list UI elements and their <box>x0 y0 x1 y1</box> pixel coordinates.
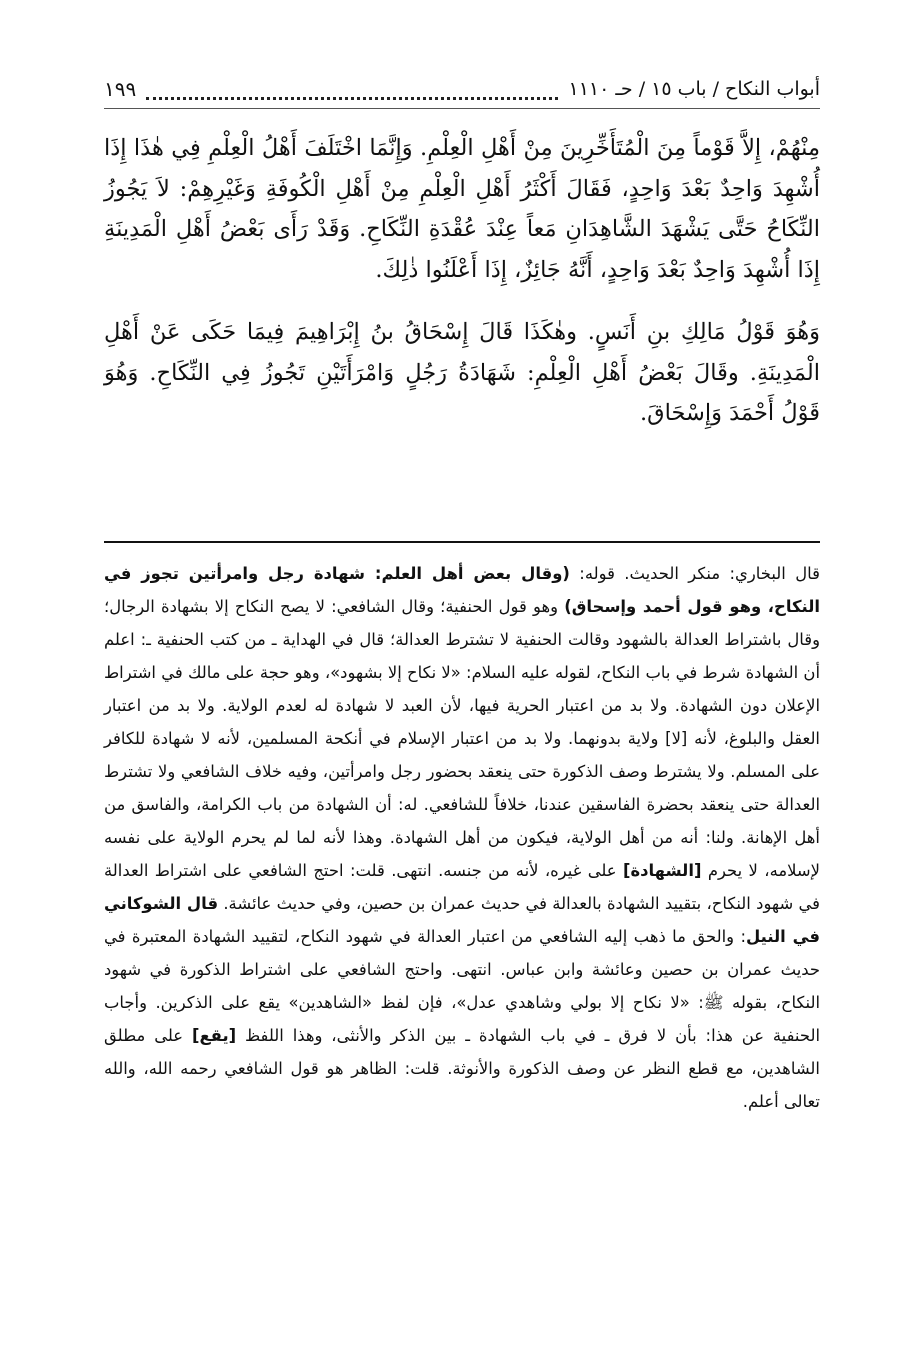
footnote-text: وهو قول الحنفية؛ وقال الشافعي: لا يصح النكاح إلا بشهادة الرجال؛ وقال باشتراط العدالة بالشهود وقالت الحنفية لا تشترط العدالة؛ قال في الهداية ـ من كتب الحنفية ـ: اعلم أن الشهادة شرط في باب النكاح، لقوله عليه السلام: «لا نكاح إلا بشهود»، وهو حجة على مالك في اشتراط الإعلان دون الشهادة. ولا بد من اعتبار الحرية فيها، لأن العبد لا شهادة له لعدم الولاية. ولا بد من اعتبار العقل والبلوغ، لأنه [لا] ولاية بدونهما. ولا بد من اعتبار الإسلام في أنكحة المسلمين، لأنه لا شهادة للكافر على المسلم. ولا يشترط وصف الذكورة حتى ينعقد بحضور رجل وامرأتين، وفيه خلاف الشافعي ولا تشترط العدالة حتى ينعقد بحضرة الفاسقين عندنا، خلافاً للشافعي. له: أن الشهادة من باب الكرامة، والفاسق من أهل الإهانة. ولنا: أنه من أهل الولاية، فيكون من أهل الشهادة. وهذا لأنه لما لم يحرم الولاية على نفسه لإسلامه، لا يحرم <box>104 597 820 880</box>
footnote-text: على غيره، لأنه من جنسه. انتهى. قلت: احتج الشافعي على اشتراط العدالة في شهود النكاح، بتقييد الشهادة بالعدالة في حديث عمران بن حصين، وفي حديث عائشة. <box>104 861 820 913</box>
footnote-paragraph <box>104 557 820 1118</box>
footnote-divider <box>104 541 820 543</box>
main-paragraph-1: مِنْهُمْ، إِلاَّ قَوْماً مِنَ الْمُتَأَخِّرِينَ مِنْ أَهْلِ الْعِلْمِ. وَإِنَّمَا اخْتَلَفَ أَهْلُ الْعِلْمِ فِي هٰذَا إِذَا أُشْهِدَ وَاحِدٌ بَعْدَ وَاحِدٍ، فَقَالَ أَكْثَرُ أَهْلِ الْعِلْمِ مِنْ أَهْلِ الْكُوفَةِ وَغَيْرِهِمْ: لاَ يَجُوزُ النِّكَاحُ حَتَّى يَشْهَدَ الشَّاهِدَانِ مَعاً عِنْدَ عُقْدَةِ النِّكَاحِ. وَقَدْ رَأَى بَعْضُ أَهْلِ الْمَدِينَةِ إِذَا أُشْهِدَ وَاحِدٌ بَعْدَ وَاحِدٍ، أَنَّهُ جَائِزٌ، إِذَا أَعْلَنُوا ذٰلِكَ. <box>104 135 820 283</box>
footnote-bracket-insert: [الشهادة] <box>622 861 702 880</box>
footnote-citation: قال الشوكاني في النيل <box>104 894 820 946</box>
footnote-quoted-lemma: (وقال بعض أهل العلم: شهادة رجل وامرأتين تجوز في النكاح، وهو قول أحمد وإسحاق) <box>104 564 820 616</box>
main-paragraph-2: وَهُوَ قَوْلُ مَالِكِ بنِ أَنَسٍ. وهٰكَذَا قَالَ إِسْحَاقُ بنُ إِبْرَاهِيمَ فِيمَا حَكَى عَنْ أَهْلِ الْمَدِينَةِ. وقَالَ بَعْضُ أَهْلِ الْعِلْمِ: شَهَادَةُ رَجُلٍ وَامْرَأَتَيْنِ تَجُوزُ فِي النِّكَاحِ. وَهُوَ قَوْلُ أَحْمَدَ وَإِسْحَاقَ. <box>104 319 820 426</box>
footnote-bracket-insert: [يقع] <box>191 1026 237 1045</box>
footnote-text: قال البخاري: منكر الحديث. قوله: <box>569 564 820 583</box>
header-title: أبواب النكاح / باب ١٥ / حـ ١١١٠ <box>568 78 820 100</box>
footnote-block <box>104 557 820 1118</box>
running-header <box>104 72 820 106</box>
header-leader-dots <box>146 87 558 100</box>
footnote-text: : والحق ما ذهب إليه الشافعي من اعتبار العدالة في شهود النكاح، لتقييد الشهادة المعتبرة في حديث عمران بن حصين وعائشة وابن عباس. انتهى. واحتج الشافعي على اشتراط الذكورة في شهود النكاح، بقوله ﷺ: «لا نكاح إلا بولي وشاهدي عدل»، فإن لفظ «الشاهدين» يقع على الذكرين. وأجاب الحنفية عن هذا: بأن لا فرق ـ في باب الشهادة ـ بين الذكر والأنثى، وهذا اللفظ <box>104 927 820 1045</box>
main-text-block <box>104 128 820 434</box>
footnote-text: على مطلق الشاهدين، مع قطع النظر عن وصف الذكورة والأنوثة. قلت: الظاهر هو قول الشافعي رحمه الله، والله تعالى أعلم. <box>104 1026 820 1111</box>
page-number: ١٩٩ <box>104 77 137 101</box>
header-divider <box>104 108 820 109</box>
